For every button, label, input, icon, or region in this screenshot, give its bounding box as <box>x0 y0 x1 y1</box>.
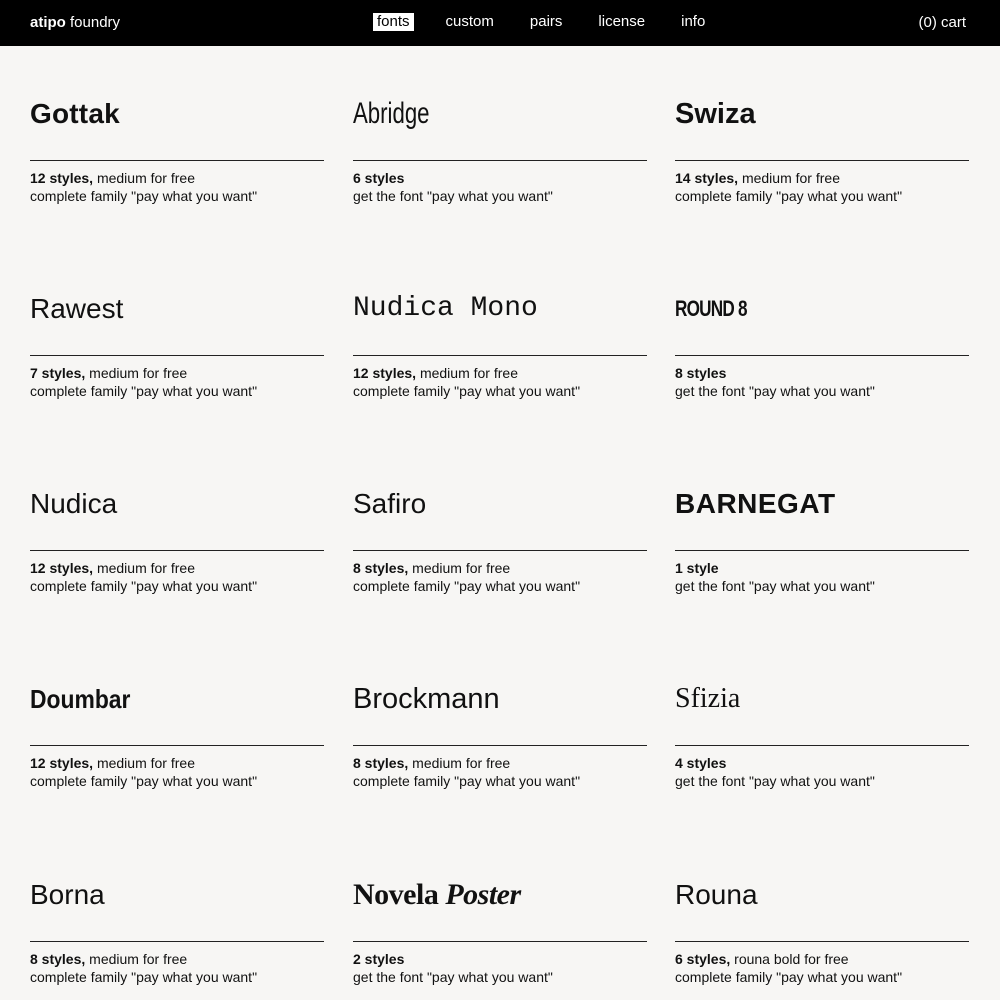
font-info <box>30 559 257 595</box>
style-count: 6 styles, <box>675 951 731 967</box>
free-offer: medium for free <box>93 755 195 771</box>
style-count: 7 styles, <box>30 365 86 381</box>
free-offer: medium for free <box>738 170 840 186</box>
divider <box>30 355 324 356</box>
free-offer: medium for free <box>408 755 511 771</box>
font-name-part-2: Poster <box>445 878 521 911</box>
pricing-note: get the font "pay what you want" <box>675 578 875 594</box>
font-name[interactable]: Sfizia <box>675 683 741 714</box>
divider <box>353 745 647 746</box>
font-info <box>353 754 580 790</box>
free-offer: rouna bold for free <box>730 951 849 967</box>
pricing-note: get the font "pay what you want" <box>353 188 553 204</box>
font-info <box>675 754 875 790</box>
style-count: 6 styles <box>353 170 405 186</box>
font-name[interactable]: Gottak <box>30 98 120 129</box>
free-offer: medium for free <box>93 560 195 576</box>
brand-name-bold: atipo <box>30 14 66 31</box>
font-info <box>30 169 257 205</box>
divider <box>30 745 324 746</box>
style-count: 4 styles <box>675 755 727 771</box>
cart-link[interactable]: (0) cart <box>918 14 966 31</box>
pricing-note: get the font "pay what you want" <box>675 773 875 789</box>
top-navigation-bar <box>0 0 1000 46</box>
divider <box>353 355 647 356</box>
nav-info[interactable]: info <box>681 13 706 30</box>
divider <box>353 550 647 551</box>
pricing-note: complete family "pay what you want" <box>30 578 258 594</box>
pricing-note: complete family "pay what you want" <box>30 773 258 789</box>
nav-license[interactable]: license <box>598 13 646 30</box>
free-offer: medium for free <box>416 365 518 381</box>
font-name[interactable]: Brockmann <box>353 683 500 715</box>
font-info <box>353 364 580 400</box>
font-name[interactable]: Doumbar <box>30 684 131 714</box>
font-name[interactable]: BARNEGAT <box>675 488 836 519</box>
font-name[interactable]: Safiro <box>353 488 427 519</box>
style-count: 14 styles, <box>675 170 739 186</box>
font-name[interactable]: ROUND 8 <box>675 296 747 321</box>
font-info <box>675 559 875 595</box>
divider <box>675 160 969 161</box>
font-info <box>675 169 902 205</box>
divider <box>675 941 969 942</box>
font-info <box>353 559 580 595</box>
nav-custom[interactable]: custom <box>445 13 494 30</box>
divider <box>30 550 324 551</box>
font-info <box>30 754 257 790</box>
pricing-note: complete family "pay what you want" <box>353 383 581 399</box>
free-offer: medium for free <box>93 170 195 186</box>
font-name[interactable]: Nudica Mono <box>353 293 538 324</box>
style-count: 8 styles <box>675 365 727 381</box>
font-info <box>675 364 875 400</box>
divider <box>30 941 324 942</box>
style-count: 8 styles, <box>353 560 409 576</box>
pricing-note: complete family "pay what you want" <box>675 188 903 204</box>
style-count: 1 style <box>675 560 719 576</box>
style-count: 12 styles, <box>353 365 417 381</box>
pricing-note: get the font "pay what you want" <box>675 383 875 399</box>
font-name[interactable]: Nudica <box>30 488 118 519</box>
pricing-note: complete family "pay what you want" <box>353 773 581 789</box>
font-name-part-1: Novela <box>353 878 439 911</box>
divider <box>353 160 647 161</box>
font-info <box>30 950 257 986</box>
style-count: 8 styles, <box>30 951 86 967</box>
pricing-note: get the font "pay what you want" <box>353 969 553 985</box>
font-info <box>675 950 902 986</box>
style-count: 8 styles, <box>353 755 409 771</box>
style-count: 12 styles, <box>30 170 94 186</box>
style-count: 12 styles, <box>30 560 94 576</box>
divider <box>675 550 969 551</box>
font-name[interactable]: Swiza <box>675 98 756 130</box>
free-offer: medium for free <box>85 365 188 381</box>
pricing-note: complete family "pay what you want" <box>30 188 258 204</box>
font-name[interactable]: Rouna <box>675 879 758 910</box>
main-nav <box>373 13 737 31</box>
pricing-note: complete family "pay what you want" <box>30 969 258 985</box>
brand-name-rest: foundry <box>65 14 121 31</box>
nav-pairs[interactable]: pairs <box>529 13 563 30</box>
font-name[interactable] <box>353 873 521 917</box>
style-count: 12 styles, <box>30 755 94 771</box>
brand-logo[interactable] <box>30 13 120 33</box>
font-info <box>30 364 257 400</box>
font-name[interactable]: Rawest <box>30 293 124 324</box>
font-name[interactable]: Abridge <box>353 97 430 130</box>
free-offer: medium for free <box>85 951 188 967</box>
pricing-note: complete family "pay what you want" <box>675 969 903 985</box>
divider <box>675 355 969 356</box>
divider <box>353 941 647 942</box>
divider <box>30 160 324 161</box>
font-info <box>353 950 553 986</box>
font-info <box>353 169 553 205</box>
free-offer: medium for free <box>408 560 511 576</box>
pricing-note: complete family "pay what you want" <box>30 383 258 399</box>
style-count: 2 styles <box>353 951 405 967</box>
nav-fonts[interactable]: fonts <box>373 13 414 31</box>
pricing-note: complete family "pay what you want" <box>353 578 581 594</box>
divider <box>675 745 969 746</box>
font-name[interactable]: Borna <box>30 879 105 910</box>
